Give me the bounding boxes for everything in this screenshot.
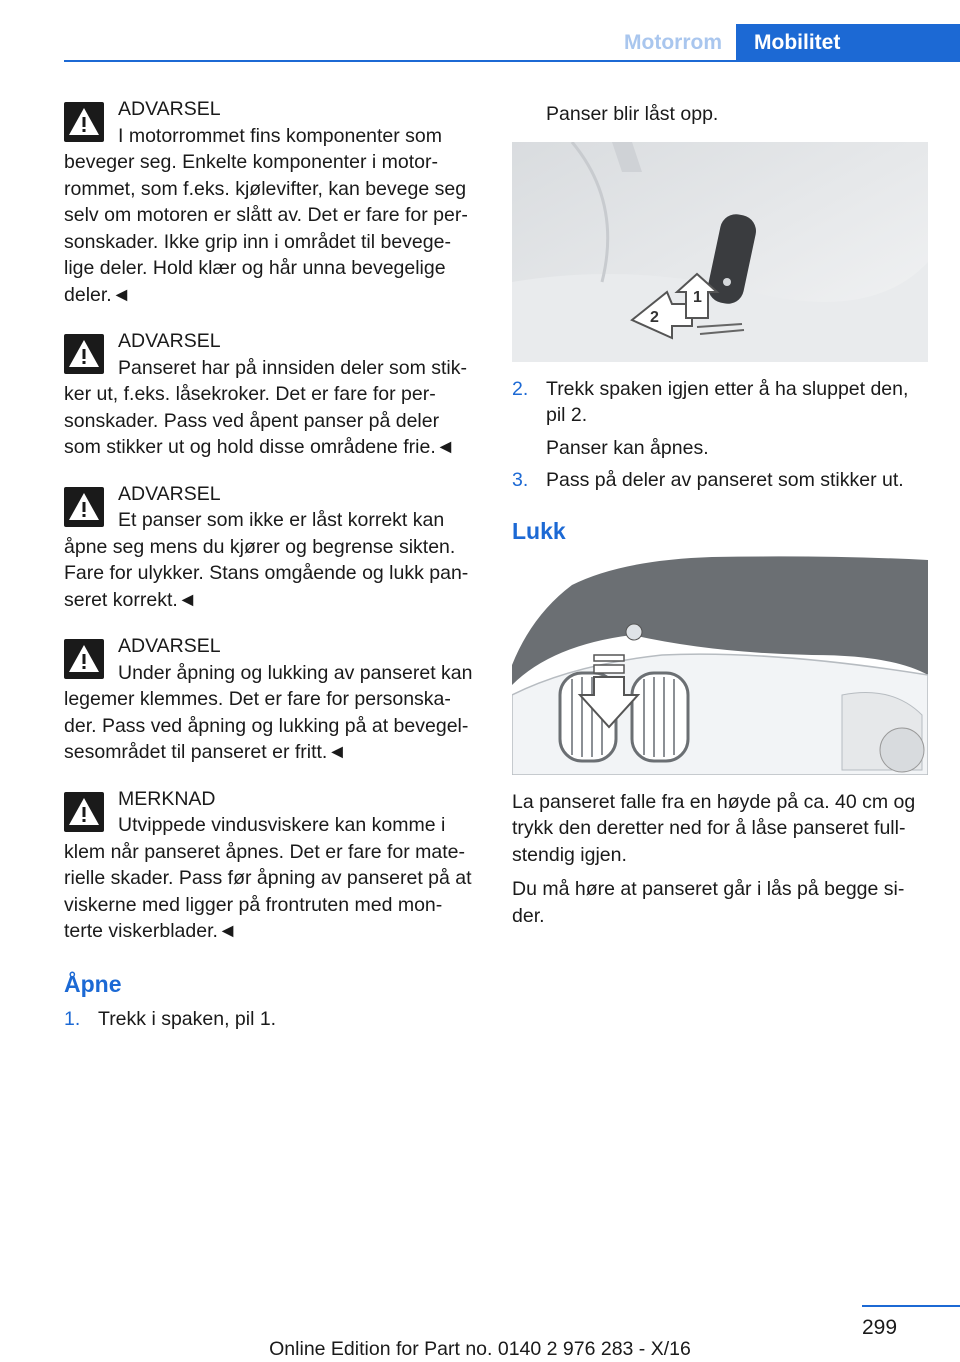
notice-text: klem når panseret åpnes. Det er fare for mate-rielle skader. Pass før åpning av panseret på at viskerne med ligger på frontruten med mon-terte viskerblader.◄ xyxy=(64,840,472,942)
warning-heading: ADVARSEL xyxy=(118,482,221,505)
list-item-step-3 xyxy=(512,467,928,494)
right-column xyxy=(512,96,928,937)
arrow-label-2: 2 xyxy=(650,308,659,326)
figure-hood-lever xyxy=(512,142,928,362)
list-text: Pass på deler av panseret som stikker ut. xyxy=(546,469,904,491)
arrow-label-1: 1 xyxy=(693,288,702,306)
list-text: Trekk spaken igjen etter å ha sluppet den, pil 2. xyxy=(546,377,909,426)
warning-triangle-icon xyxy=(64,334,104,374)
page-number: 299 xyxy=(862,1316,898,1339)
list-number: 1. xyxy=(64,1007,81,1030)
warning-text-first: Panseret har på innsiden deler som stik- xyxy=(118,356,468,379)
tab-mobilitet[interactable]: Mobilitet xyxy=(736,24,960,62)
warning-text: ker ut, f.eks. låsekroker. Det er fare for per-sonskader. Pass ved åpent panser på deler som stikker ut og hold disse områdene frie.◄ xyxy=(64,383,456,458)
figure-hood-close xyxy=(512,555,928,775)
warning-heading: ADVARSEL xyxy=(118,635,221,657)
warning-block xyxy=(64,328,478,461)
left-column xyxy=(64,96,478,1038)
notice-block xyxy=(64,786,478,945)
warning-text: beveger seg. Enkelte komponenter i motor-rommet, som f.eks. kjølevifter, kan bevege seg selv om motoren er slått av. Det er fare for per-sonskader. Ikke grip inn i området til bevege-lige deler. Hold klær og hår unna bevegelige deler.◄ xyxy=(64,151,468,306)
warning-triangle-icon xyxy=(64,487,104,527)
section-title-open: Åpne xyxy=(64,970,122,997)
warning-block xyxy=(64,481,478,614)
header-rule xyxy=(64,60,960,62)
list-number: 3. xyxy=(512,469,529,491)
warning-triangle-icon xyxy=(64,102,104,142)
warning-text: åpne seg mens du kjører og begrense sikten. Fare for ulykker. Stans omgående og lukk pan-seret korrekt.◄ xyxy=(64,535,469,611)
edition-footer: Online Edition for Part no. 0140 2 976 283 - X/16 xyxy=(269,1338,691,1360)
notice-text-first: Utvippede vindusviskere kan komme i xyxy=(118,814,446,836)
warning-triangle-icon xyxy=(64,792,104,832)
warning-text: legemer klemmes. Det er fare for personska-der. Pass ved åpning og lukking på at bevegel-sesområdet til panseret er fritt.◄ xyxy=(64,688,469,763)
warning-heading: ADVARSEL xyxy=(118,98,221,120)
list-item-step-1 xyxy=(64,1006,478,1033)
paragraph-close-2: Du må høre at panseret går i lås på begge si-der. xyxy=(512,878,905,927)
warning-text-first: I motorrommet fins komponenter som xyxy=(118,124,443,147)
section-title-close: Lukk xyxy=(512,517,566,544)
notice-heading: MERKNAD xyxy=(118,787,216,810)
list-number: 2. xyxy=(512,377,529,400)
list-item-step-2 xyxy=(512,376,928,429)
step-2-result: Panser kan åpnes. xyxy=(546,436,709,459)
warning-block xyxy=(64,633,478,766)
warning-text-first: Under åpning og lukking av panseret kan xyxy=(118,661,473,684)
footer-rule xyxy=(862,1305,960,1307)
warning-text-first: Et panser som ikke er låst korrekt kan xyxy=(118,509,445,531)
tab-motorrom[interactable]: Motorrom xyxy=(624,31,722,54)
warning-block xyxy=(64,96,478,308)
warning-triangle-icon xyxy=(64,639,104,679)
paragraph-close-1: La panseret falle fra en høyde på ca. 40 cm og trykk den deretter ned for å låse panseret full-stendig igjen. xyxy=(512,790,916,866)
step-1-result: Panser blir låst opp. xyxy=(546,103,719,125)
list-text: Trekk i spaken, pil 1. xyxy=(98,1007,277,1030)
warning-heading: ADVARSEL xyxy=(118,330,221,352)
